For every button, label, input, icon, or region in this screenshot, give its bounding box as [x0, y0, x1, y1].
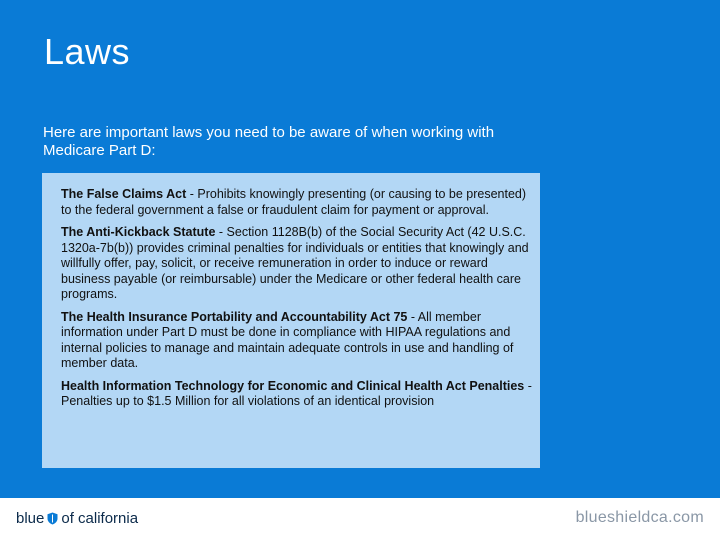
law-name: Health Information Technology for Economic and Clinical Health Act Penalties: [61, 378, 525, 393]
law-item: [61, 310, 539, 372]
law-item: [61, 379, 539, 410]
page-title: Laws: [44, 31, 131, 72]
brand-right-text: of california: [61, 510, 139, 527]
footer: [0, 498, 720, 540]
law-name: The Anti-Kickback Statute: [61, 225, 216, 239]
law-name: The Health Insurance Portability and Accountability Act 75: [61, 309, 408, 324]
law-description: - Prohibits knowingly presenting (or causing to be presented) to the federal government a false or fraudulent claim for payment or approval.: [61, 187, 527, 217]
law-item: [61, 187, 539, 218]
brand-left-text: blue: [16, 510, 45, 527]
law-description: - Section 1128B(b) of the Social Security Act (42 U.S.C. 1320a-7b(b)) provides criminal penalties for individuals or entities that knowingly and willfully offer, pay, solicit, or receive remuneration in order to induce or reward business payable (or reimbursable) under the Medicare or other federal health care programs.: [61, 225, 529, 301]
brand-logo: [16, 510, 138, 527]
law-description: -Penalties up to $1.5 Million for all violations of an identical provision: [61, 378, 532, 408]
law-name: The False Claims Act: [61, 187, 187, 201]
shield-icon: [47, 512, 58, 525]
law-description: - All member information under Part D must be done in compliance with HIPAA regulations and internal policies to manage and maintain adequate controls in use and handling of member data.: [61, 309, 514, 370]
website-link[interactable]: blueshieldca.com: [575, 509, 704, 526]
laws-box: [42, 173, 540, 468]
intro-text: Here are important laws you need to be aware of when working with Medicare Part D:: [43, 124, 495, 159]
law-item: [61, 225, 539, 303]
